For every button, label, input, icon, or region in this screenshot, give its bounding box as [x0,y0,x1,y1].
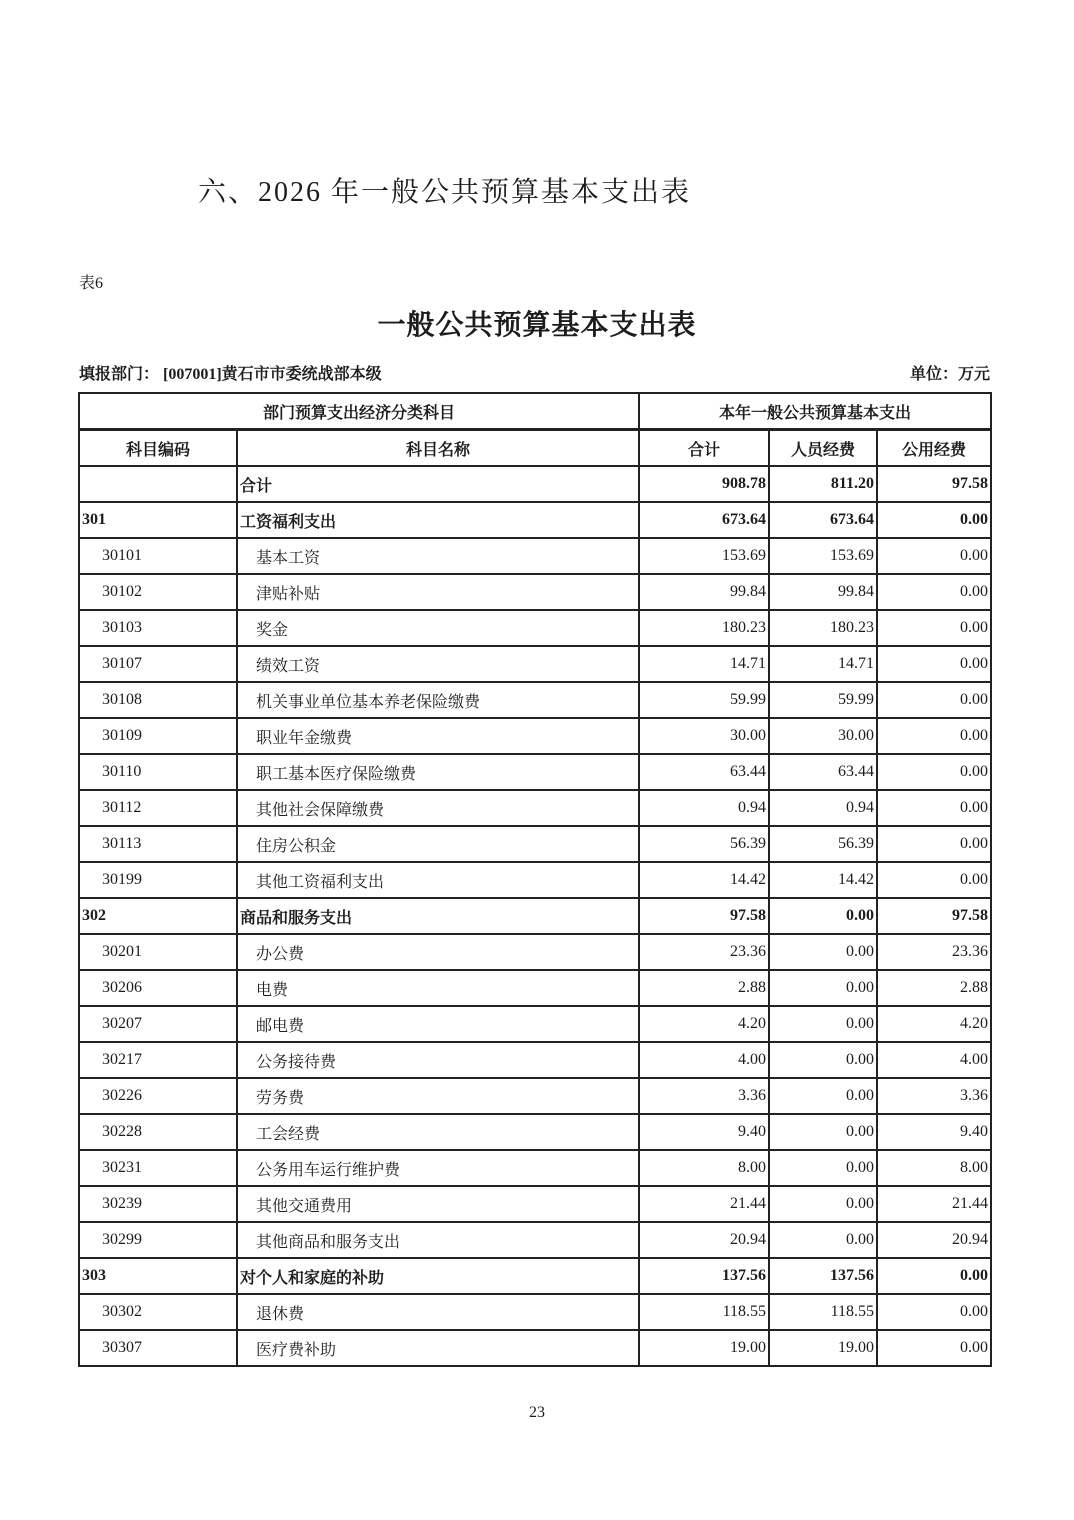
public-cell: 97.58 [877,898,991,934]
table-row [79,1294,991,1330]
name-cell: 其他商品和服务支出 [237,1222,639,1258]
table-row [79,970,991,1006]
table-row [79,826,991,862]
table-row [79,1114,991,1150]
dept-label: 填报部门： [79,366,160,383]
personnel-cell: 673.64 [769,502,877,538]
total-cell: 63.44 [639,754,769,790]
public-cell: 0.00 [877,1258,991,1294]
column-header-name: 科目名称 [237,430,639,467]
name-cell: 工资福利支出 [237,502,639,538]
public-cell: 23.36 [877,934,991,970]
total-cell: 4.20 [639,1006,769,1042]
unit-label: 单位：万元 [909,366,990,383]
public-cell: 0.00 [877,610,991,646]
name-cell: 奖金 [237,610,639,646]
total-cell: 180.23 [639,610,769,646]
public-cell: 0.00 [877,826,991,862]
table-row [79,1186,991,1222]
personnel-cell: 0.00 [769,1222,877,1258]
public-cell: 21.44 [877,1186,991,1222]
table-row [79,1150,991,1186]
code-cell: 30201 [79,934,237,970]
table-label: 表6 [79,275,104,292]
code-cell: 30112 [79,790,237,826]
total-cell: 4.00 [639,1042,769,1078]
code-cell: 30228 [79,1114,237,1150]
personnel-cell: 56.39 [769,826,877,862]
personnel-cell: 0.00 [769,1006,877,1042]
total-cell: 9.40 [639,1114,769,1150]
name-cell: 机关事业单位基本养老保险缴费 [237,682,639,718]
total-cell: 30.00 [639,718,769,754]
total-cell: 21.44 [639,1186,769,1222]
name-cell: 津贴补贴 [237,574,639,610]
name-cell: 退休费 [237,1294,639,1330]
public-cell: 2.88 [877,970,991,1006]
total-cell: 153.69 [639,538,769,574]
total-cell: 8.00 [639,1150,769,1186]
name-cell: 公务接待费 [237,1042,639,1078]
personnel-cell: 30.00 [769,718,877,754]
table-title: 一般公共预算基本支出表 [377,310,697,341]
personnel-cell: 0.00 [769,1042,877,1078]
total-cell: 23.36 [639,934,769,970]
total-cell: 0.94 [639,790,769,826]
column-header-personnel: 人员经费 [769,430,877,467]
table-row [79,646,991,682]
column-header-public: 公用经费 [877,430,991,467]
header-group-right: 本年一般公共预算基本支出 [639,393,991,430]
table-row [79,934,991,970]
total-cell: 19.00 [639,1330,769,1366]
personnel-cell: 59.99 [769,682,877,718]
public-cell: 4.20 [877,1006,991,1042]
name-cell: 其他工资福利支出 [237,862,639,898]
table-row [79,574,991,610]
code-cell: 301 [79,502,237,538]
total-cell: 14.42 [639,862,769,898]
public-cell: 20.94 [877,1222,991,1258]
code-cell: 30110 [79,754,237,790]
code-cell: 30217 [79,1042,237,1078]
code-cell: 30101 [79,538,237,574]
table-row [79,790,991,826]
name-cell: 职业年金缴费 [237,718,639,754]
code-cell: 30207 [79,1006,237,1042]
public-cell: 3.36 [877,1078,991,1114]
personnel-cell: 137.56 [769,1258,877,1294]
total-cell: 20.94 [639,1222,769,1258]
personnel-cell: 180.23 [769,610,877,646]
personnel-cell: 118.55 [769,1294,877,1330]
personnel-cell: 14.42 [769,862,877,898]
public-cell: 0.00 [877,754,991,790]
public-cell: 0.00 [877,718,991,754]
code-cell: 30239 [79,1186,237,1222]
section-heading: 六、2026 年一般公共预算基本支出表 [198,177,692,208]
name-cell: 对个人和家庭的补助 [237,1258,639,1294]
total-cell: 56.39 [639,826,769,862]
name-cell: 合计 [237,466,639,502]
personnel-cell: 14.71 [769,646,877,682]
public-cell: 0.00 [877,682,991,718]
page-number: 23 [529,1404,545,1421]
name-cell: 工会经费 [237,1114,639,1150]
code-cell: 30302 [79,1294,237,1330]
name-cell: 职工基本医疗保险缴费 [237,754,639,790]
meta-row [79,361,990,384]
personnel-cell: 0.00 [769,898,877,934]
personnel-cell: 0.00 [769,1186,877,1222]
total-cell: 118.55 [639,1294,769,1330]
personnel-cell: 0.00 [769,934,877,970]
table-row [79,718,991,754]
table-row [79,1042,991,1078]
group-header-row [79,393,991,430]
table-row [79,898,991,934]
table-row [79,610,991,646]
public-cell: 0.00 [877,790,991,826]
personnel-cell: 0.94 [769,790,877,826]
column-header-code: 科目编码 [79,430,237,467]
personnel-cell: 19.00 [769,1330,877,1366]
table-row [79,466,991,502]
code-cell: 303 [79,1258,237,1294]
total-cell: 3.36 [639,1078,769,1114]
code-cell: 30113 [79,826,237,862]
dept-value: [007001]黄石市市委统战部本级 [163,366,382,383]
code-cell [79,466,237,502]
personnel-cell: 0.00 [769,970,877,1006]
code-cell: 30231 [79,1150,237,1186]
code-cell: 30107 [79,646,237,682]
table-row [79,1006,991,1042]
public-cell: 0.00 [877,862,991,898]
name-cell: 住房公积金 [237,826,639,862]
public-cell: 0.00 [877,646,991,682]
public-cell: 0.00 [877,1330,991,1366]
personnel-cell: 99.84 [769,574,877,610]
personnel-cell: 811.20 [769,466,877,502]
total-cell: 2.88 [639,970,769,1006]
name-cell: 商品和服务支出 [237,898,639,934]
name-cell: 劳务费 [237,1078,639,1114]
name-cell: 其他社会保障缴费 [237,790,639,826]
code-cell: 30199 [79,862,237,898]
code-cell: 30102 [79,574,237,610]
personnel-cell: 0.00 [769,1114,877,1150]
table-row [79,682,991,718]
total-cell: 673.64 [639,502,769,538]
table-row [79,754,991,790]
total-cell: 99.84 [639,574,769,610]
public-cell: 4.00 [877,1042,991,1078]
code-cell: 30299 [79,1222,237,1258]
column-header-total: 合计 [639,430,769,467]
table-body [79,466,991,1366]
code-cell: 30307 [79,1330,237,1366]
table-row [79,538,991,574]
name-cell: 绩效工资 [237,646,639,682]
name-cell: 办公费 [237,934,639,970]
table-row [79,862,991,898]
table-row [79,1258,991,1294]
name-cell: 邮电费 [237,1006,639,1042]
public-cell: 97.58 [877,466,991,502]
public-cell: 0.00 [877,538,991,574]
name-cell: 其他交通费用 [237,1186,639,1222]
total-cell: 14.71 [639,646,769,682]
code-cell: 30206 [79,970,237,1006]
name-cell: 电费 [237,970,639,1006]
name-cell: 医疗费补助 [237,1330,639,1366]
header-group-left: 部门预算支出经济分类科目 [79,393,639,430]
public-cell: 0.00 [877,574,991,610]
public-cell: 0.00 [877,502,991,538]
personnel-cell: 153.69 [769,538,877,574]
table-row [79,1330,991,1366]
name-cell: 公务用车运行维护费 [237,1150,639,1186]
code-cell: 302 [79,898,237,934]
personnel-cell: 63.44 [769,754,877,790]
table-row [79,1222,991,1258]
total-cell: 137.56 [639,1258,769,1294]
code-cell: 30226 [79,1078,237,1114]
total-cell: 908.78 [639,466,769,502]
personnel-cell: 0.00 [769,1078,877,1114]
public-cell: 9.40 [877,1114,991,1150]
personnel-cell: 0.00 [769,1150,877,1186]
public-cell: 8.00 [877,1150,991,1186]
total-cell: 59.99 [639,682,769,718]
budget-table [78,392,992,1367]
code-cell: 30109 [79,718,237,754]
name-cell: 基本工资 [237,538,639,574]
total-cell: 97.58 [639,898,769,934]
column-header-row [79,430,991,467]
table-row [79,502,991,538]
code-cell: 30108 [79,682,237,718]
public-cell: 0.00 [877,1294,991,1330]
table-row [79,1078,991,1114]
code-cell: 30103 [79,610,237,646]
